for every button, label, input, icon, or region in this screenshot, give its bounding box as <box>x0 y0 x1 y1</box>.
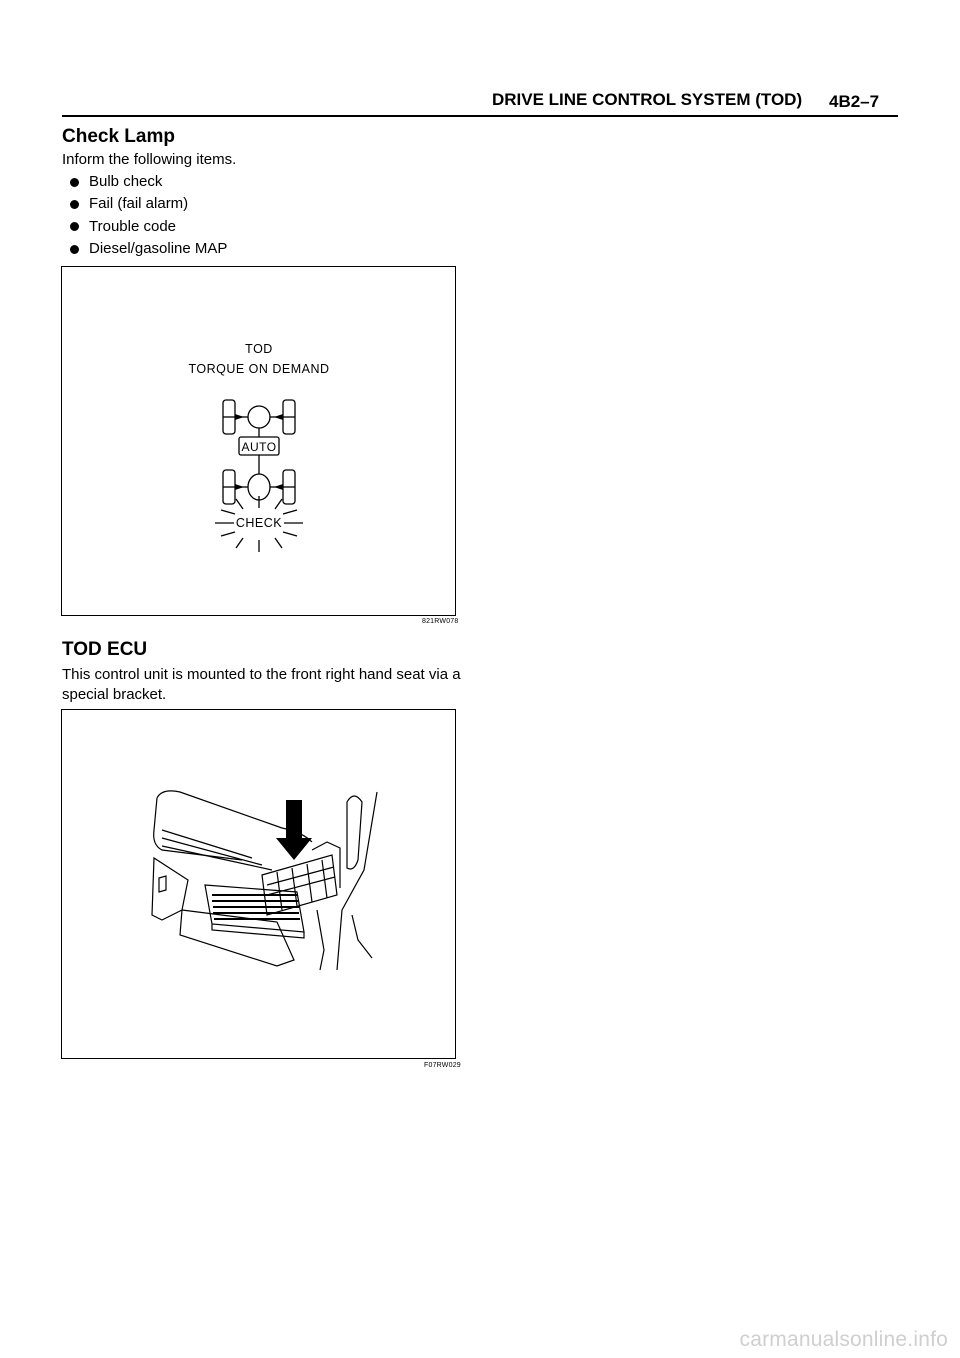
check-lamp-heading: Check Lamp <box>62 126 175 147</box>
list-item-label: Diesel/gasoline MAP <box>89 240 228 258</box>
list-item <box>70 216 227 238</box>
list-item <box>70 171 227 193</box>
indicator-title: TOD <box>245 342 273 356</box>
bullet-icon <box>70 222 79 231</box>
seat-ecu-illustration <box>62 710 457 1060</box>
watermark: carmanualsonline.info <box>739 1328 948 1351</box>
bullet-icon <box>70 200 79 209</box>
list-item <box>70 238 227 260</box>
check-label: CHECK <box>235 516 283 530</box>
indicator-subtitle: TORQUE ON DEMAND <box>188 362 330 376</box>
page-number: 4B2–7 <box>829 92 880 111</box>
auto-badge-label: AUTO <box>241 440 277 454</box>
ecu-location-figure <box>61 709 456 1059</box>
tod-indicator-figure <box>61 266 456 616</box>
tod-ecu-body: This control unit is mounted to the front right hand seat via a special bracket. <box>62 666 461 703</box>
tod-indicator-illustration <box>62 267 457 617</box>
figure-code: 821RW078 <box>422 618 459 625</box>
list-item-label: Bulb check <box>89 173 163 191</box>
locator-arrow-icon <box>276 800 312 860</box>
section-title: DRIVE LINE CONTROL SYSTEM (TOD) <box>492 90 803 109</box>
header-rule <box>62 115 898 117</box>
check-lamp-intro: Inform the following items. <box>62 151 237 168</box>
list-item-label: Fail (fail alarm) <box>89 195 189 213</box>
tod-ecu-heading: TOD ECU <box>62 639 148 660</box>
check-lamp-list <box>70 171 227 260</box>
list-item-label: Trouble code <box>89 217 176 235</box>
bullet-icon <box>70 178 79 187</box>
list-item <box>70 193 227 215</box>
figure-code: F07RW029 <box>424 1062 461 1069</box>
bullet-icon <box>70 245 79 254</box>
